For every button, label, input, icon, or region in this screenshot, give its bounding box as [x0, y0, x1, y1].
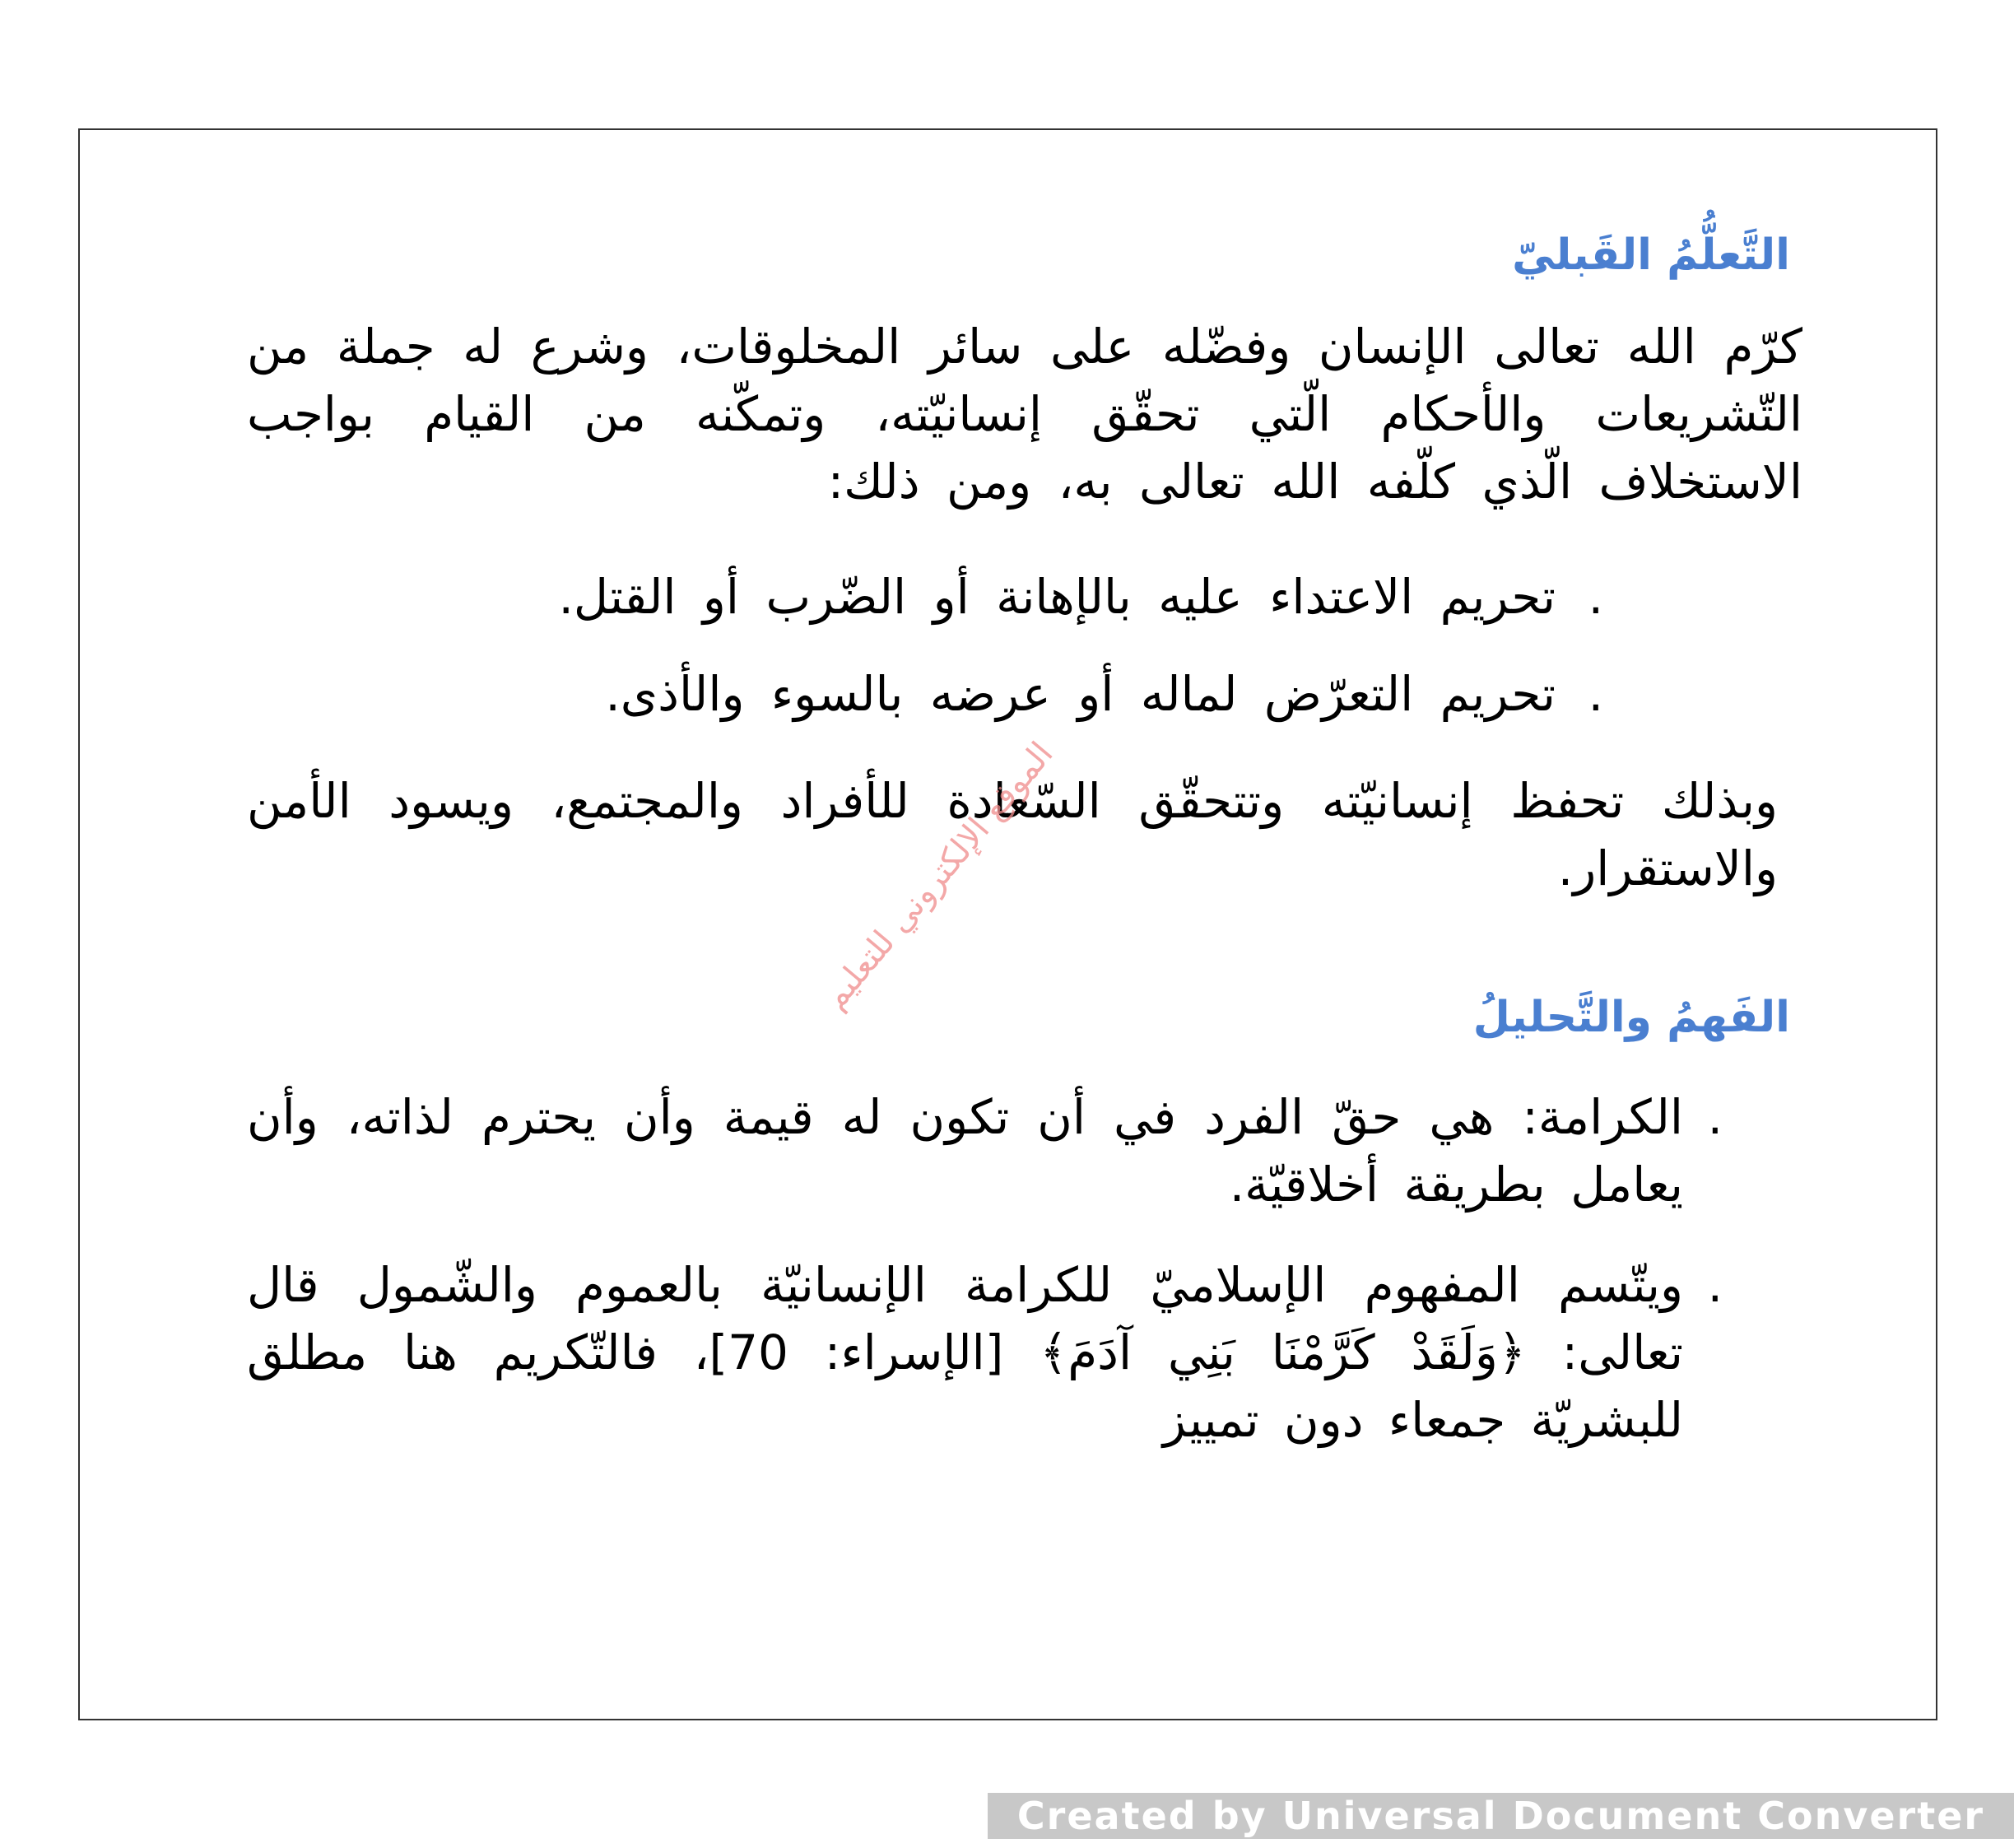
bullet-mark: . — [1707, 1089, 1724, 1145]
converter-banner: Created by Universal Document Converter — [988, 1793, 2014, 1839]
definition-text: ويتّسم المفهوم الإسلاميّ للكرامة الإنسانيّة بالعموم والشّمول قال تعالى: ﴿وَلَقَدْ كَرَّمْنَا بَنِي آدَمَ﴾ [الإسراء: 70]، فالتّكريم هنا مطلق للبشريّة جمعاء دون تمييز — [247, 1257, 1684, 1448]
document-content — [247, 222, 1802, 1487]
closing-paragraph: وبذلك تحفظ إنسانيّته وتتحقّق السّعادة للأفراد والمجتمع، ويسود الأمن والاستقرار. — [247, 773, 1778, 896]
prohibitions-list — [247, 548, 1802, 742]
list-item — [247, 1251, 1802, 1454]
bullet-text: تحريم التعرّض لماله أو عرضه بالسوء والأذى. — [605, 666, 1556, 722]
heading-prior-learning: التَّعلُّمُ القَبليّ — [1512, 230, 1790, 280]
list-item — [247, 548, 1802, 645]
intro-paragraph: كرّم الله تعالى الإنسان وفضّله على سائر المخلوقات، وشرع له جملة من التّشريعات والأحكام الّتي تحقّق إنسانيّته، وتمكّنه من القيام بواجب الاستخلاف الّذي كلّفه الله تعالى به، ومن ذلك: — [247, 319, 1802, 510]
list-item — [247, 645, 1802, 742]
definitions-list — [247, 1083, 1802, 1454]
bullet-mark: . — [1707, 1257, 1724, 1313]
definition-text: الكرامة: هي حقّ الفرد في أن تكون له قيمة وأن يحترم لذاته، وأن يعامل بطريقة أخلاقيّة. — [247, 1089, 1683, 1213]
bullet-mark: . — [1588, 569, 1605, 625]
list-item — [247, 1083, 1802, 1218]
heading-understanding-analysis: الفَهمُ والتَّحليلُ — [1472, 993, 1790, 1042]
bullet-text: تحريم الاعتداء عليه بالإهانة أو الضّرب أو القتل. — [558, 569, 1556, 625]
site-watermark: الموقع الإلكتروني للتعليم — [816, 735, 1061, 1017]
bullet-mark: . — [1588, 666, 1605, 722]
